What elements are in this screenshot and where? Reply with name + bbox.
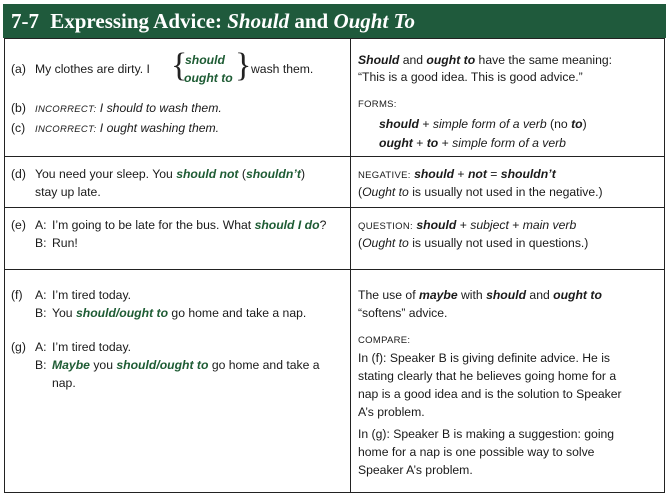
chart-number: 7-7 [11,9,39,33]
text: ? [319,218,327,232]
example-label: (c) [11,121,26,135]
incorrect-tag: INCORRECT: [35,124,97,135]
title-and: and [294,9,329,33]
example-a [11,61,150,77]
text: + [457,167,465,181]
speaker-label: B: [35,358,47,372]
text: + [441,136,449,150]
keyword: shouldn’t [245,167,301,181]
example-text: My clothes are dirty. I [35,62,150,76]
speaker-label: A: [35,218,47,232]
form-2 [379,135,566,151]
keyword: should [416,218,457,232]
keyword: should [486,288,527,302]
row-1-explanation [358,39,663,156]
incorrect-tag: INCORRECT: [35,104,97,115]
keyword: should not [176,167,239,181]
example-text: I should to wash them. [99,101,222,115]
example-label: (e) [11,218,26,232]
negative-formula [358,166,556,184]
keyword: Ought to [362,185,409,199]
row-4-examples [11,270,346,492]
option-ought-to: ought to [184,71,233,85]
compare-g-line: home for a nap is one possible way to solve [358,445,595,459]
speaker-label: A: [35,288,47,302]
text: subject [470,218,509,232]
left-brace: { [171,47,188,84]
example-text: You [52,306,73,320]
text: ( [358,236,363,250]
speaker-label: B: [35,306,47,320]
maybe-line [358,287,602,303]
keyword: should/ought to [75,306,169,320]
text: ( [358,185,363,199]
text: = [490,167,498,181]
keyword: should [414,167,455,181]
example-b [11,100,222,118]
keyword: Maybe [52,358,90,372]
keyword: should [379,117,419,131]
text: The use of [358,288,416,302]
example-c [11,120,219,138]
negative-label: NEGATIVE: [358,170,411,181]
example-text: go home and take a [211,358,320,372]
text: + [512,218,520,232]
keyword: should/ought to [116,358,209,372]
text: simple form of a verb [452,136,566,150]
row-3-example [11,208,346,269]
text: and [529,288,550,302]
keyword: ought to [426,53,476,67]
row-1-examples [11,39,346,156]
keyword: Ought to [362,236,409,250]
example-e-a [11,217,326,233]
speaker-label: A: [35,340,47,354]
keyword: maybe [418,288,458,302]
title-prefix: Expressing Advice: [50,9,222,33]
keyword: to [426,136,439,150]
example-text: I ought washing them. [99,121,220,135]
text: ) [582,117,587,131]
text: is usually not used in questions.) [412,236,589,250]
compare-f-line: A’s problem. [358,405,425,419]
question-note [358,235,588,251]
compare-g-line: In (g): Speaker B is making a suggestion: going [358,427,615,441]
compare-f-line: nap is a good idea and is the solution to Speaker [358,387,622,401]
form-1 [379,116,587,132]
example-f-a [11,287,131,303]
right-brace: } [235,47,252,84]
example-label: (g) [11,340,26,354]
example-text: I’m tired today. [52,340,132,354]
keyword: ought to [553,288,602,302]
text: and [402,53,424,67]
keyword: should I do [254,218,320,232]
row-3-explanation [358,208,663,269]
example-g-b-cont: nap. [52,376,76,390]
example-text: Run! [52,236,78,250]
example-text: You need your sleep. You [35,167,173,181]
meaning-line [358,52,612,68]
row-2-example [11,157,346,207]
compare-label: COMPARE: [358,335,411,346]
compare-f-line: stating clearly that he believes going home for a [358,369,617,383]
row-2-explanation [358,157,663,207]
title-word1: Should [227,9,290,33]
text: main verb [522,218,577,232]
example-f-b [35,305,306,321]
example-label: (f) [11,288,23,302]
chart-title [3,4,666,38]
keyword: Should [358,53,400,67]
forms-label: FORMS: [358,99,397,110]
maybe-line-2: “softens” advice. [358,306,448,320]
compare-g-line: Speaker A’s problem. [358,463,473,477]
row-4-explanation [358,270,663,492]
example-text: I’m going to be late for the bus. What [52,218,252,232]
example-label: (d) [11,167,26,181]
compare-f-line: In (f): Speaker B is giving definite advice. He is [358,351,610,365]
example-g-b [35,357,320,373]
option-should: should [185,53,225,67]
speaker-label: B: [35,236,47,250]
example-g-a [11,339,131,355]
keyword: not [467,167,487,181]
grammar-table [4,38,665,493]
example-text: go home and take a nap. [171,306,307,320]
keyword: to [571,117,583,131]
keyword: ought [379,136,413,150]
text: ) [301,167,306,181]
title-word2: Ought To [333,9,415,33]
text: + [422,117,430,131]
example-d-cont: stay up late. [35,185,101,199]
question-label: QUESTION: [358,221,413,232]
text: + [459,218,467,232]
negative-note [358,184,603,200]
example-d [11,166,305,182]
text: ( [241,167,246,181]
text: with [461,288,483,302]
keyword: shouldn’t [500,167,556,181]
example-label: (b) [11,101,26,115]
question-formula [358,217,576,235]
text: (no [550,117,568,131]
column-divider [350,39,351,492]
text: have the same meaning: [478,53,613,67]
example-e-b [35,235,78,251]
example-a-end: wash them. [251,62,314,76]
text: is usually not used in the negative.) [412,185,603,199]
example-text: you [93,358,113,372]
text: + [416,136,424,150]
text: simple form of a verb [432,117,547,131]
example-text: I’m tired today. [52,288,132,302]
example-label: (a) [11,62,26,76]
meaning-quote: “This is a good idea. This is good advice.” [358,70,583,84]
